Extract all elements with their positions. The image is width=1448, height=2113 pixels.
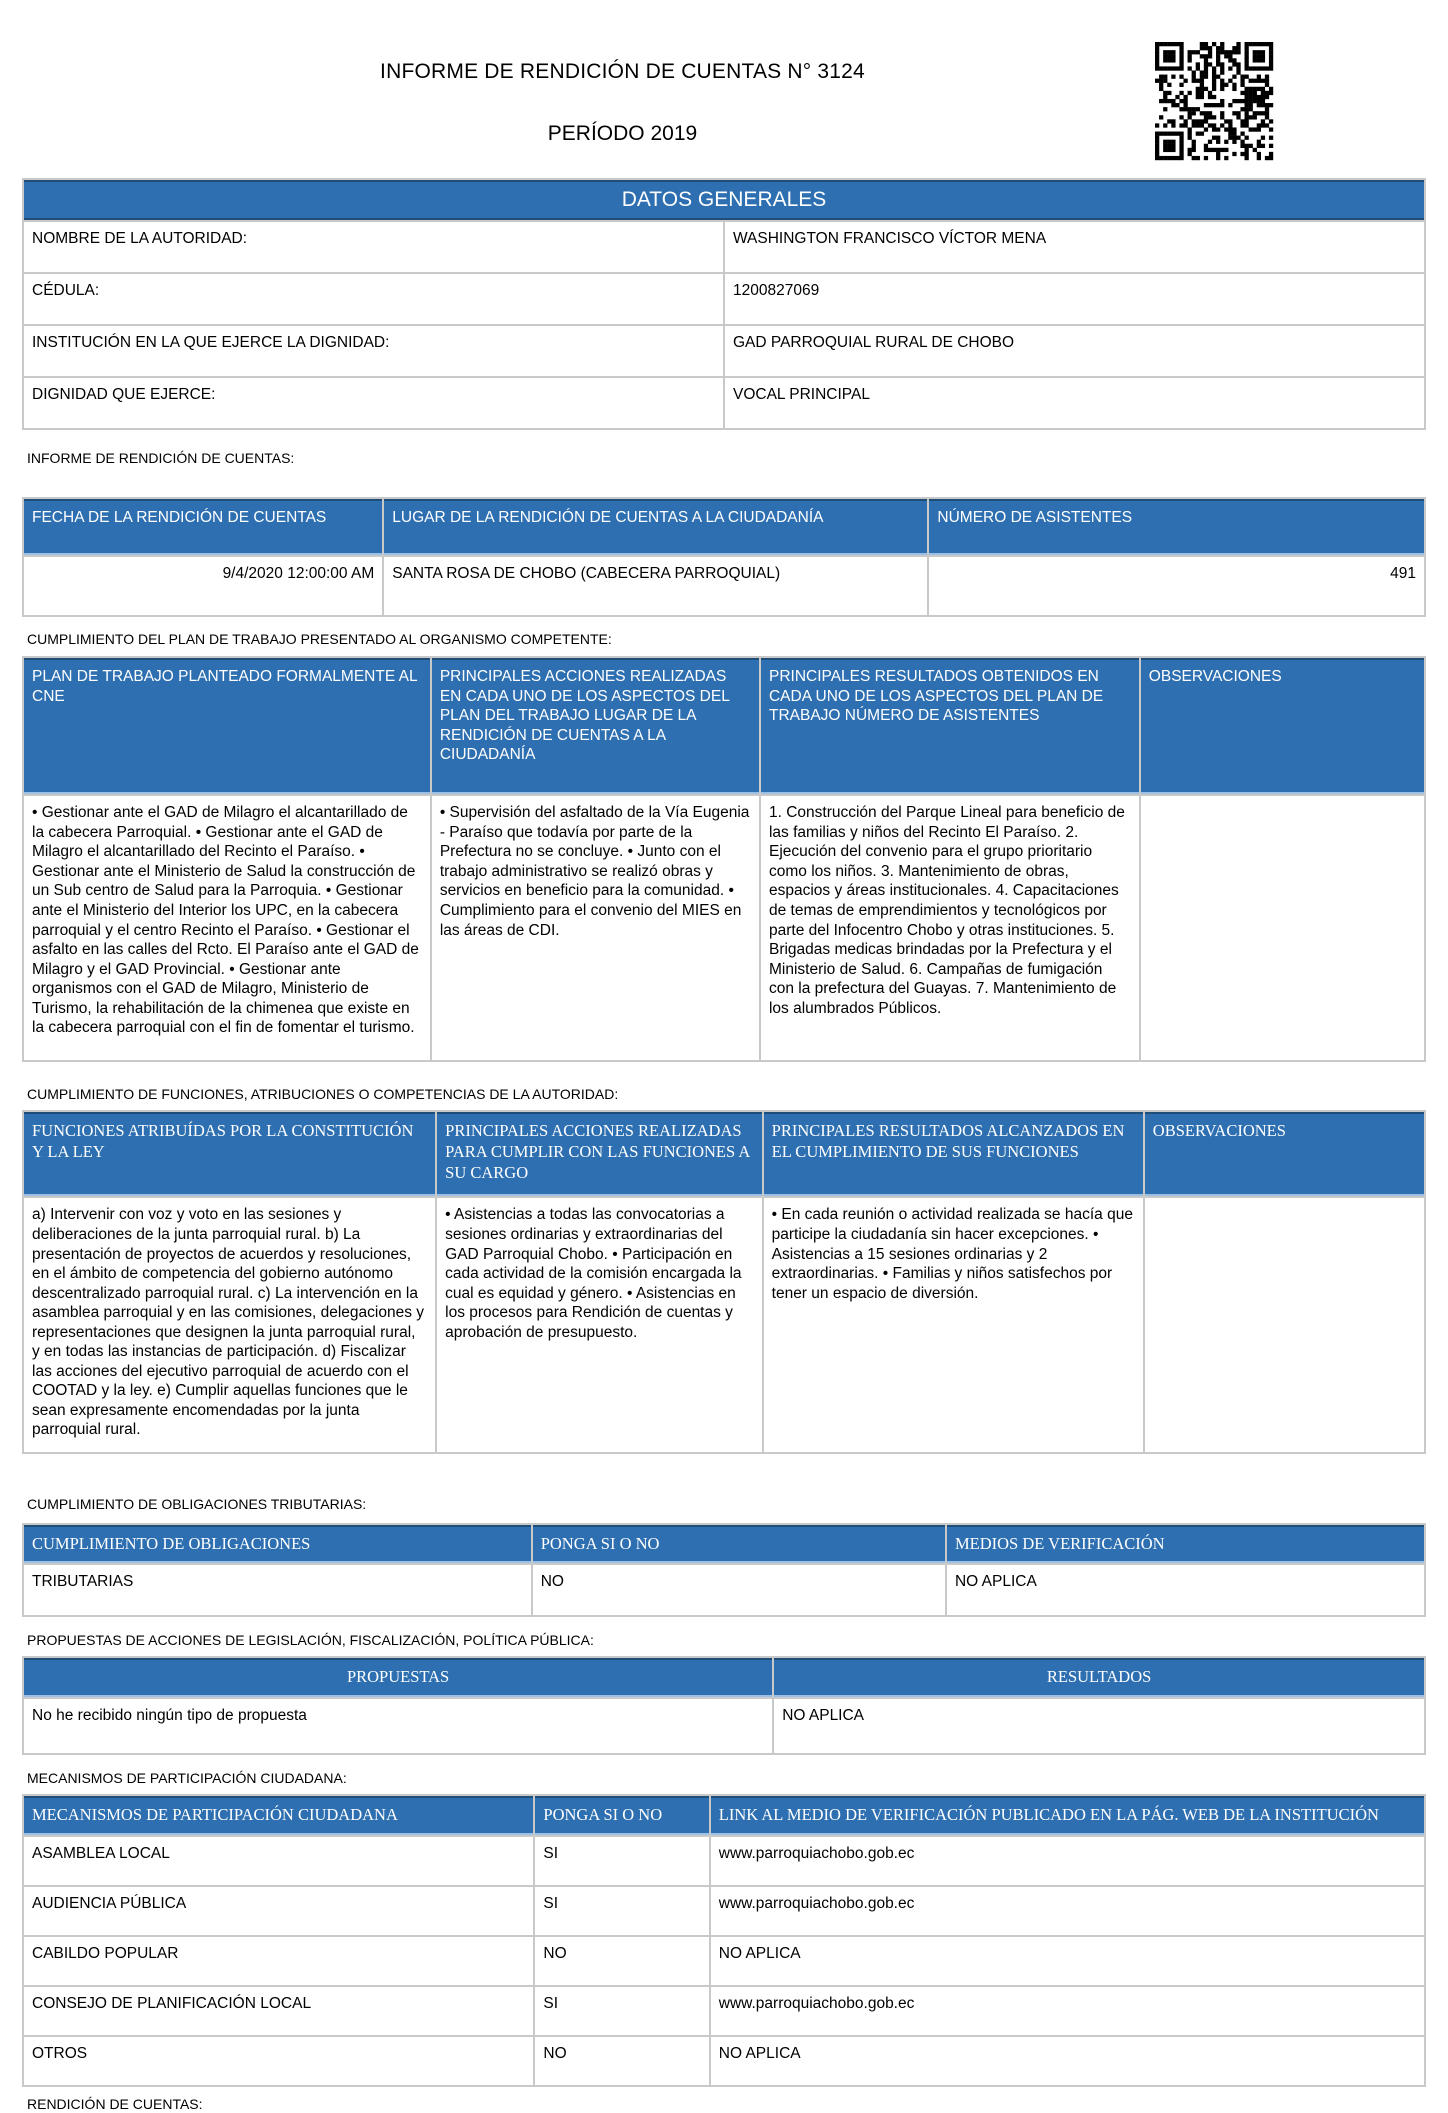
header-row <box>24 1525 1424 1564</box>
funciones-table <box>22 1110 1426 1454</box>
header-row <box>24 1658 1424 1697</box>
cell-obligacion: TRIBUTARIAS <box>24 1565 531 1615</box>
table-row <box>24 326 1424 376</box>
col-header: CUMPLIMIENTO DE OBLIGACIONES <box>24 1525 531 1564</box>
col-header: MEDIOS DE VERIFICACIÓN <box>947 1525 1424 1564</box>
cell-plan: • Gestionar ante el GAD de Milagro el alcantarillado de la cabecera Parroquial. • Gestionar ante el GAD de Milagro el alcantarillado del Recinto el Paraíso. • Gestionar ante el Ministerio de Salud la construcción de un Sub centro de Salud para la Parroquia. • Gestionar ante el Ministerio del Interior los UPC, en la cabecera parroquial y el centro Recinto el Paraíso. • Gestionar el asfalto en las calles del Rcto. El Paraíso ante el GAD de Milagro y el GAD Provincial. • Gestionar ante organismos con el GAD de Milagro, Ministerio de Turismo, la rehabilitación de la chimenea que existe en la cabecera parroquial con el fin de fomentar el turismo. <box>24 796 430 1060</box>
cell-medios: NO APLICA <box>947 1565 1424 1615</box>
table-row <box>24 1198 1424 1452</box>
field-value: WASHINGTON FRANCISCO VÍCTOR MENA <box>725 222 1424 272</box>
table-row <box>24 1937 1424 1985</box>
propuestas-table <box>22 1656 1426 1755</box>
table-row <box>24 222 1424 272</box>
cell-resultados: • En cada reunión o actividad realizada se hacía que participe la ciudadanía sin hacer excepciones. • Asistencias a 15 sesiones ordinarias y 2 extraordinarias. • Familias y niños satisfechos por tener un espacio de diversión. <box>764 1198 1143 1452</box>
col-header: LINK AL MEDIO DE VERIFICACIÓN PUBLICADO EN LA PÁG. WEB DE LA INSTITUCIÓN <box>711 1796 1424 1835</box>
section-label-mecanismos: MECANISMOS DE PARTICIPACIÓN CIUDADANA: <box>27 1769 347 1786</box>
cell-link: NO APLICA <box>711 1937 1424 1985</box>
cell-si-no: NO <box>533 1565 945 1615</box>
col-header: NÚMERO DE ASISTENTES <box>929 499 1424 555</box>
cell-lugar: SANTA ROSA DE CHOBO (CABECERA PARROQUIAL) <box>384 557 927 615</box>
section-label-informe: INFORME DE RENDICIÓN DE CUENTAS: <box>27 450 295 467</box>
cell-observaciones <box>1141 796 1424 1060</box>
cell-link: www.parroquiachobo.gob.ec <box>711 1837 1424 1885</box>
cell-mecanismo: AUDIENCIA PÚBLICA <box>24 1887 533 1935</box>
page-subtitle: PERÍODO 2019 <box>547 122 698 145</box>
header-row <box>24 1112 1424 1196</box>
col-header: LUGAR DE LA RENDICIÓN DE CUENTAS A LA CIUDADANÍA <box>384 499 927 555</box>
header-row <box>24 1796 1424 1835</box>
section-label-plan: CUMPLIMIENTO DEL PLAN DE TRABAJO PRESENTADO AL ORGANISMO COMPETENTE: <box>27 631 612 648</box>
cell-si-no: SI <box>535 1837 708 1885</box>
cell-mecanismo: OTROS <box>24 2037 533 2085</box>
field-label: CÉDULA: <box>24 274 723 324</box>
table-row <box>24 796 1424 1060</box>
cell-funciones: a) Intervenir con voz y voto en las sesiones y deliberaciones de la junta parroquial rural. b) La presentación de proyectos de acuerdos y resoluciones, en el ámbito de competencia del gobierno autónomo descentralizado parroquial rural. c) La intervención en la asamblea parroquial y en las comisiones, delegaciones y representaciones que designen la junta parroquial rural, y en todas las instancias de participación. d) Fiscalizar las acciones del ejecutivo parroquial de acuerdo con el COOTAD y la ley. e) Cumplir aquellas funciones que le sean expresamente encomendadas por la junta parroquial rural. <box>24 1198 435 1452</box>
section-label-rendicion: RENDICIÓN DE CUENTAS: <box>27 2095 203 2112</box>
cell-acciones: • Asistencias a todas las convocatorias a sesiones ordinarias y extraordinarias del GAD Parroquial Chobo. • Participación en cada actividad de la comisión encargada la cual es equidad y género. • Asistencias en los procesos para Rendición de cuentas y aprobación de presupuesto. <box>437 1198 762 1452</box>
col-header: FUNCIONES ATRIBUÍDAS POR LA CONSTITUCIÓN Y LA LEY <box>24 1112 435 1196</box>
cell-observaciones <box>1145 1198 1424 1452</box>
cell-asistentes: 491 <box>929 557 1424 615</box>
plan-trabajo-table <box>22 656 1426 1062</box>
table-row <box>24 2037 1424 2085</box>
col-header: OBSERVACIONES <box>1145 1112 1424 1196</box>
informe-table <box>22 497 1426 617</box>
col-header: FECHA DE LA RENDICIÓN DE CUENTAS <box>24 499 382 555</box>
col-header: OBSERVACIONES <box>1141 658 1424 794</box>
field-label: INSTITUCIÓN EN LA QUE EJERCE LA DIGNIDAD: <box>24 326 723 376</box>
cell-mecanismo: CONSEJO DE PLANIFICACIÓN LOCAL <box>24 1987 533 2035</box>
cell-link: www.parroquiachobo.gob.ec <box>711 1887 1424 1935</box>
cell-resultado: NO APLICA <box>774 1699 1424 1753</box>
field-value: VOCAL PRINCIPAL <box>725 378 1424 428</box>
cell-si-no: NO <box>535 1937 708 1985</box>
cell-acciones: • Supervisión del asfaltado de la Vía Eugenia - Paraíso que todavía por parte de la Prefectura no se concluye. • Junto con el trabajo administrativo se realizó obras y servicios en beneficio para la comunidad. • Cumplimiento para el convenio del MIES en las áreas de CDI. <box>432 796 759 1060</box>
col-header: PRINCIPALES RESULTADOS OBTENIDOS EN CADA UNO DE LOS ASPECTOS DEL PLAN DE TRABAJO NÚMERO DE ASISTENTES <box>761 658 1139 794</box>
section-label-obligaciones: CUMPLIMIENTO DE OBLIGACIONES TRIBUTARIAS: <box>27 1496 367 1513</box>
table-row <box>24 1887 1424 1935</box>
table-row <box>24 1987 1424 2035</box>
cell-mecanismo: CABILDO POPULAR <box>24 1937 533 1985</box>
cell-link: www.parroquiachobo.gob.ec <box>711 1987 1424 2035</box>
header-row <box>24 499 1424 555</box>
table-row <box>24 378 1424 428</box>
field-label: NOMBRE DE LA AUTORIDAD: <box>24 222 723 272</box>
field-value: 1200827069 <box>725 274 1424 324</box>
field-label: DIGNIDAD QUE EJERCE: <box>24 378 723 428</box>
table-row <box>24 1699 1424 1753</box>
cell-resultados: 1. Construcción del Parque Lineal para beneficio de las familias y niños del Recinto El Paraíso. 2. Ejecución del convenio para el grupo prioritario como los niños. 3. Mantenimiento de obras, espacios y áreas institucionales. 4. Capacitaciones de temas de emprendimientos y tecnológicos por parte del Infocentro Chobo y otras instituciones. 5. Brigadas medicas brindadas por la Prefectura y el Ministerio de Salud. 6. Campañas de fumigación con la prefectura del Guayas. 7. Mantenimiento de los alumbrados Públicos. <box>761 796 1139 1060</box>
cell-mecanismo: ASAMBLEA LOCAL <box>24 1837 533 1885</box>
col-header: PONGA SI O NO <box>533 1525 945 1564</box>
col-header: PONGA SI O NO <box>535 1796 708 1835</box>
cell-link: NO APLICA <box>711 2037 1424 2085</box>
col-header: PRINCIPALES RESULTADOS ALCANZADOS EN EL CUMPLIMIENTO DE SUS FUNCIONES <box>764 1112 1143 1196</box>
table-row <box>24 1837 1424 1885</box>
col-header: PLAN DE TRABAJO PLANTEADO FORMALMENTE AL CNE <box>24 658 430 794</box>
cell-propuesta: No he recibido ningún tipo de propuesta <box>24 1699 772 1753</box>
table-row <box>24 1565 1424 1615</box>
section-label-funciones: CUMPLIMIENTO DE FUNCIONES, ATRIBUCIONES O COMPETENCIAS DE LA AUTORIDAD: <box>27 1086 619 1103</box>
page-title: INFORME DE RENDICIÓN DE CUENTAS N° 3124 <box>380 60 865 83</box>
document-header <box>0 0 1448 178</box>
cell-si-no: NO <box>535 2037 708 2085</box>
section-label-propuestas: PROPUESTAS DE ACCIONES DE LEGISLACIÓN, FISCALIZACIÓN, POLÍTICA PÚBLICA: <box>27 1632 594 1649</box>
col-header: MECANISMOS DE PARTICIPACIÓN CIUDADANA <box>24 1796 533 1835</box>
field-value: GAD PARROQUIAL RURAL DE CHOBO <box>725 326 1424 376</box>
datos-generales-table <box>22 178 1426 430</box>
col-header: PROPUESTAS <box>24 1658 772 1697</box>
col-header: PRINCIPALES ACCIONES REALIZADAS EN CADA UNO DE LOS ASPECTOS DEL PLAN DEL TRABAJO LUGAR DE LA RENDICIÓN DE CUENTAS A LA CIUDADANÍA <box>432 658 759 794</box>
qr-code-icon <box>1155 42 1273 160</box>
obligaciones-table <box>22 1523 1426 1618</box>
col-header: RESULTADOS <box>774 1658 1424 1697</box>
table-row <box>24 557 1424 615</box>
table-row <box>24 274 1424 324</box>
header-row <box>24 658 1424 794</box>
cell-si-no: SI <box>535 1887 708 1935</box>
col-header: PRINCIPALES ACCIONES REALIZADAS PARA CUMPLIR CON LAS FUNCIONES A SU CARGO <box>437 1112 762 1196</box>
cell-fecha: 9/4/2020 12:00:00 AM <box>24 557 382 615</box>
cell-si-no: SI <box>535 1987 708 2035</box>
mecanismos-table <box>22 1794 1426 2087</box>
datos-generales-title: DATOS GENERALES <box>24 180 1424 220</box>
